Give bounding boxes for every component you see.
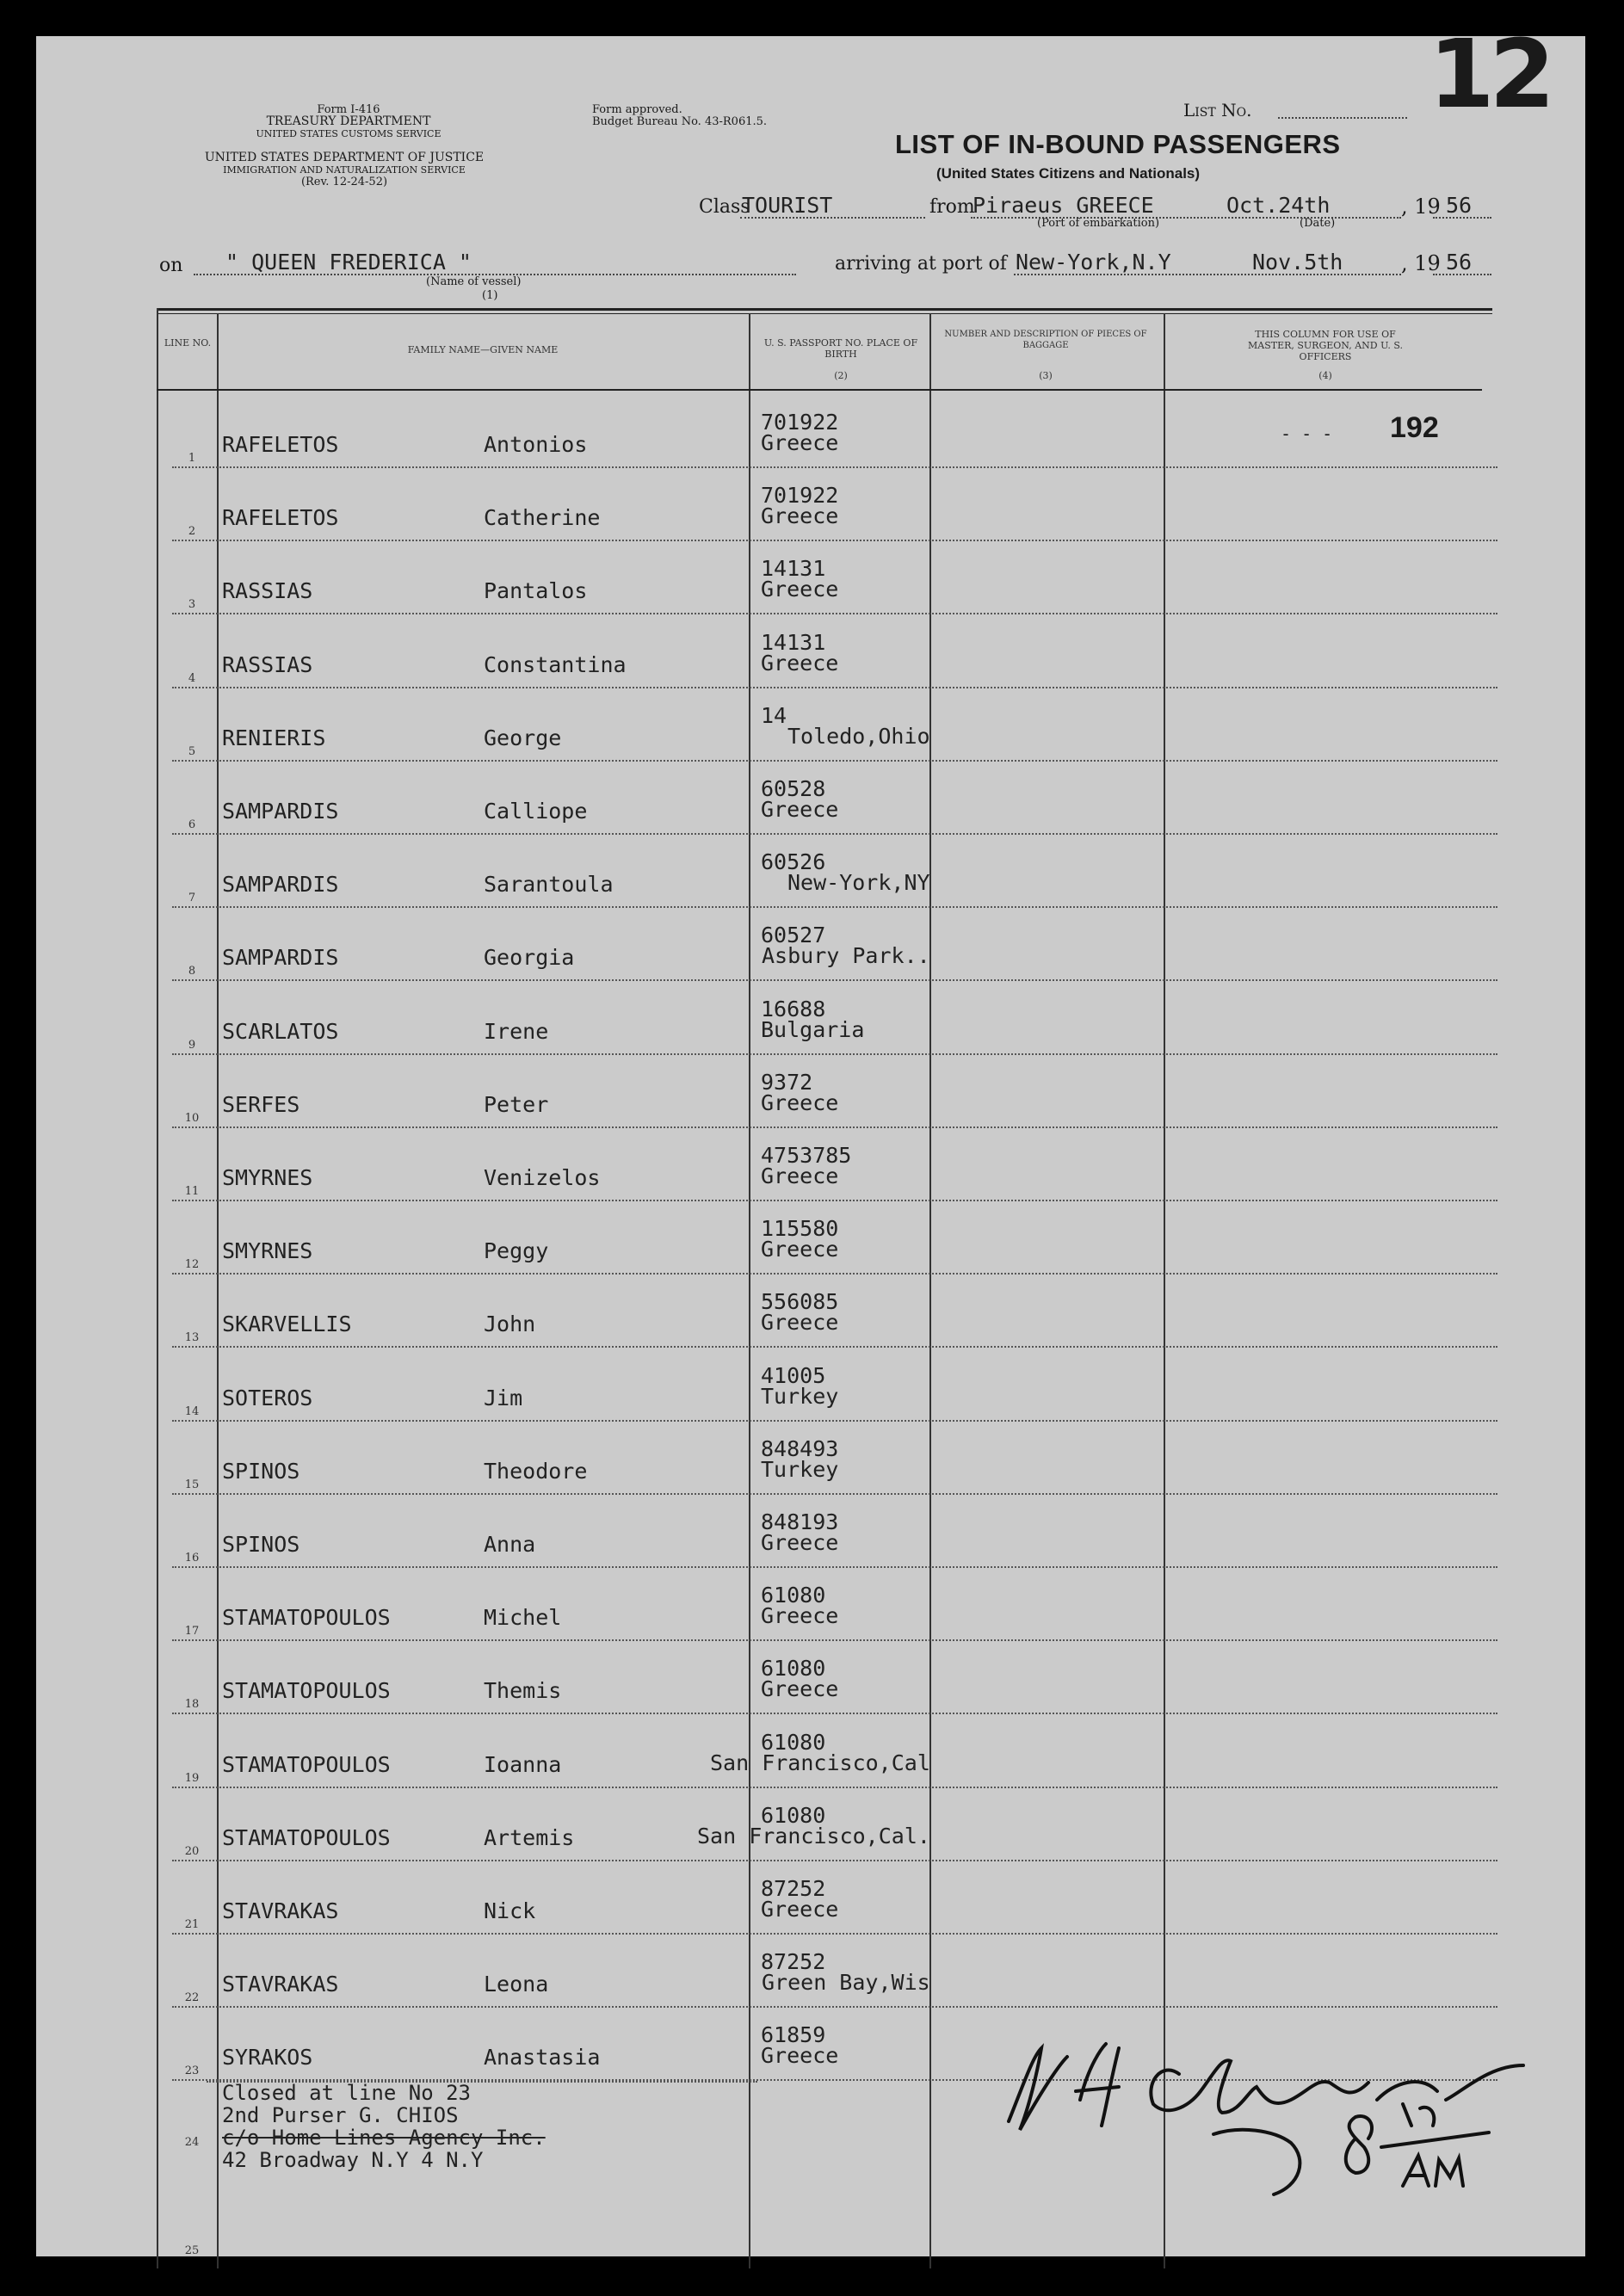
place-of-birth: San Francisco,Cal <box>710 1750 930 1775</box>
closing-line-4: 42 Broadway N.Y 4 N.Y <box>222 2148 484 2172</box>
line-number: 17 <box>184 1625 200 1639</box>
family-name: SAMPARDIS <box>222 945 339 971</box>
arrival-date-value: Nov.5th <box>1252 250 1343 275</box>
year-from-value: 56 <box>1446 193 1473 218</box>
family-name: RASSIAS <box>222 578 313 604</box>
line-number: 7 <box>188 892 196 905</box>
place-of-birth: Greece <box>761 1530 839 1555</box>
given-name: Jim <box>484 1385 523 1410</box>
family-name: SPINOS <box>222 1458 300 1484</box>
family-name: RAFELETOS <box>222 432 339 457</box>
family-name: SAMPARDIS <box>222 799 339 824</box>
passport-number: 556085 <box>761 1289 839 1315</box>
place-of-birth: Greece <box>761 1676 839 1702</box>
passport-number: 848193 <box>761 1509 839 1534</box>
passport-number: 41005 <box>761 1362 826 1388</box>
given-name: Constantina <box>484 651 627 677</box>
revision-label: (Rev. 12-24-52) <box>300 176 388 188</box>
line-number: 6 <box>188 818 196 831</box>
header-family-given: FAMILY NAME—GIVEN NAME <box>407 344 559 355</box>
arrival-port-value: New-York,N.Y <box>1016 250 1171 275</box>
passport-number: 61080 <box>761 1583 826 1608</box>
list-no-label: List No. <box>1183 100 1252 120</box>
family-name: RAFELETOS <box>222 505 339 531</box>
header-baggage-num: (3) <box>1039 370 1053 381</box>
passport-number: 9372 <box>761 1069 813 1095</box>
closing-line-1: Closed at line No 23 <box>222 2081 471 2105</box>
page-number: 12 <box>1429 19 1551 129</box>
place-of-birth: Greece <box>761 1237 839 1262</box>
year-prefix-1: , 19 <box>1401 194 1441 219</box>
closing-line-3: c/o Home Lines Agency Inc. <box>222 2126 546 2150</box>
line-number: 18 <box>184 1698 200 1712</box>
given-name: Georgia <box>484 945 575 971</box>
family-name: SYRAKOS <box>222 2045 313 2071</box>
form-approved: Form approved. <box>592 103 682 116</box>
page-subtitle: (United States Citizens and Nationals) <box>936 165 1201 182</box>
passport-number: 87252 <box>761 1876 826 1901</box>
year-prefix-2: , 19 <box>1401 251 1441 275</box>
place-of-birth: Turkey <box>761 1456 839 1482</box>
line-number: 11 <box>184 1185 200 1198</box>
closing-line-2: 2nd Purser G. CHIOS <box>222 2103 459 2127</box>
embarkation-date-value: Oct.24th <box>1226 193 1331 218</box>
place-of-birth: Turkey <box>761 1383 839 1409</box>
passport-number: 848493 <box>761 1435 839 1461</box>
header-officers-num: (4) <box>1318 370 1332 381</box>
vessel-name-value: " QUEEN FREDERICA " <box>225 250 472 275</box>
class-label: Class <box>699 196 750 218</box>
place-of-birth: Greece <box>761 1897 839 1922</box>
given-name: Anastasia <box>484 2045 601 2071</box>
treasury-label: TREASURY DEPARTMENT <box>266 114 431 128</box>
line-number: 2 <box>188 525 196 539</box>
immigration-label: IMMIGRATION AND NATURALIZATION SERVICE <box>223 164 466 176</box>
place-of-birth: Greece <box>761 1089 839 1115</box>
place-of-birth: Greece <box>761 797 839 822</box>
line-number: 9 <box>188 1038 196 1052</box>
given-name: Calliope <box>484 799 588 824</box>
family-name: RENIERIS <box>222 725 326 750</box>
given-name: Irene <box>484 1018 549 1044</box>
line-number: 16 <box>184 1552 200 1565</box>
given-name: George <box>484 725 562 750</box>
passport-number: 61080 <box>761 1729 826 1755</box>
place-of-birth: San Francisco,Cal. <box>697 1823 930 1849</box>
family-name: RASSIAS <box>222 651 313 677</box>
vessel-caption: (Name of vessel) <box>426 275 522 288</box>
line-number: 15 <box>184 1478 200 1491</box>
given-name: Peggy <box>484 1238 549 1264</box>
port-embarkation-value: Piraeus GREECE <box>973 193 1154 218</box>
place-of-birth: Green Bay,Wis <box>762 1970 930 1996</box>
given-name: Antonios <box>484 432 588 457</box>
family-name: STAVRAKAS <box>222 1898 339 1923</box>
given-name: Leona <box>484 1972 549 1997</box>
line-number: 21 <box>184 1918 200 1931</box>
given-name: Ioanna <box>484 1751 562 1777</box>
line-number: 8 <box>188 965 196 978</box>
passport-number: 60528 <box>761 776 826 801</box>
given-name: Venizelos <box>484 1165 601 1190</box>
place-of-birth: Asbury Park.. <box>762 943 930 969</box>
vessel-caption-number: (1) <box>482 289 498 302</box>
place-of-birth: Greece <box>761 2043 839 2069</box>
header-officers: THIS COLUMN FOR USE OF MASTER, SURGEON, AND U. S. OFFICERS <box>1247 329 1403 362</box>
port-embarkation-caption: (Port of embarkation) <box>1037 217 1160 230</box>
given-name: Peter <box>484 1091 549 1117</box>
line-number: 3 <box>188 598 196 612</box>
passport-number: 14 <box>761 702 787 728</box>
header-passport-num: (2) <box>834 370 848 381</box>
place-of-birth: Bulgaria <box>761 1016 865 1042</box>
family-name: STAMATOPOULOS <box>222 1751 391 1777</box>
family-name: SOTEROS <box>222 1385 313 1410</box>
line-number: 4 <box>188 671 196 685</box>
passport-number: 61859 <box>761 2022 826 2048</box>
passport-number: 4753785 <box>761 1143 852 1168</box>
place-of-birth: New-York,NY <box>787 870 930 896</box>
family-name: SMYRNES <box>222 1238 313 1264</box>
passport-number: 60527 <box>761 923 826 948</box>
line-number: 13 <box>184 1331 200 1345</box>
justice-label: UNITED STATES DEPARTMENT OF JUSTICE <box>204 151 485 164</box>
given-name: Pantalos <box>484 578 588 604</box>
place-of-birth: Greece <box>761 503 839 529</box>
given-name: Themis <box>484 1678 562 1704</box>
line-number: 1 <box>188 452 196 465</box>
line-number-24: 24 <box>184 2136 200 2149</box>
place-of-birth: Greece <box>761 577 839 602</box>
from-label: from <box>929 196 975 218</box>
family-name: STAMATOPOULOS <box>222 1824 391 1850</box>
family-name: STAMATOPOULOS <box>222 1605 391 1631</box>
passport-number: 14131 <box>761 629 826 655</box>
given-name: Artemis <box>484 1824 575 1850</box>
family-name: SAMPARDIS <box>222 872 339 898</box>
customs-label: UNITED STATES CUSTOMS SERVICE <box>256 128 442 139</box>
place-of-birth: Greece <box>761 1603 839 1629</box>
family-name: SPINOS <box>222 1532 300 1557</box>
line-number: 19 <box>184 1771 200 1785</box>
family-name: STAVRAKAS <box>222 1972 339 1997</box>
given-name: John <box>484 1312 536 1337</box>
passport-number: 61080 <box>761 1656 826 1682</box>
given-name: Catherine <box>484 505 601 531</box>
line-number: 5 <box>188 744 196 758</box>
on-label: on <box>159 255 183 276</box>
place-of-birth: Greece <box>761 1163 839 1188</box>
family-name: SKARVELLIS <box>222 1312 352 1337</box>
passport-number: 701922 <box>761 483 839 509</box>
header-passport: U. S. PASSPORT NO. PLACE OF BIRTH <box>763 337 918 360</box>
line-number: 23 <box>184 2065 200 2078</box>
given-name: Nick <box>484 1898 536 1923</box>
class-value: TOURIST <box>742 193 833 218</box>
passport-number: 115580 <box>761 1216 839 1242</box>
line-number: 14 <box>184 1404 200 1418</box>
given-name: Sarantoula <box>484 872 614 898</box>
family-name: SERFES <box>222 1091 300 1117</box>
place-of-birth: Toledo,Ohio <box>787 723 930 749</box>
page-title: LIST OF IN-BOUND PASSENGERS <box>895 129 1341 159</box>
line-number: 12 <box>184 1258 200 1272</box>
place-of-birth: Greece <box>761 1310 839 1336</box>
passport-number: 87252 <box>761 1949 826 1975</box>
family-name: STAMATOPOULOS <box>222 1678 391 1704</box>
officer-note: 192 <box>1390 411 1439 444</box>
place-of-birth: Greece <box>761 430 839 455</box>
budget-bureau: Budget Bureau No. 43-R061.5. <box>592 115 768 128</box>
officer-dash: - - - <box>1281 423 1333 444</box>
passport-number: 61080 <box>761 1802 826 1828</box>
given-name: Michel <box>484 1605 562 1631</box>
line-number: 10 <box>184 1111 200 1125</box>
passport-number: 60526 <box>761 849 826 875</box>
given-name: Theodore <box>484 1458 588 1484</box>
line-number-25: 25 <box>184 2244 200 2257</box>
year-to-value: 56 <box>1446 250 1473 275</box>
family-name: SMYRNES <box>222 1165 313 1190</box>
passport-number: 16688 <box>761 996 826 1021</box>
given-name: Anna <box>484 1532 536 1557</box>
line-number: 22 <box>184 1991 200 2005</box>
header-baggage: NUMBER AND DESCRIPTION OF PIECES OF BAGGAGE <box>944 330 1147 350</box>
date-caption: (Date) <box>1300 217 1336 230</box>
form-number: Form I-416 <box>317 103 380 116</box>
header-line-no: LINE NO. <box>164 337 212 349</box>
place-of-birth: Greece <box>761 650 839 676</box>
line-number: 20 <box>184 1844 200 1858</box>
arriving-label: arriving at port of <box>835 253 1007 275</box>
passport-number: 14131 <box>761 556 826 582</box>
passport-number: 701922 <box>761 410 839 435</box>
family-name: SCARLATOS <box>222 1018 339 1044</box>
